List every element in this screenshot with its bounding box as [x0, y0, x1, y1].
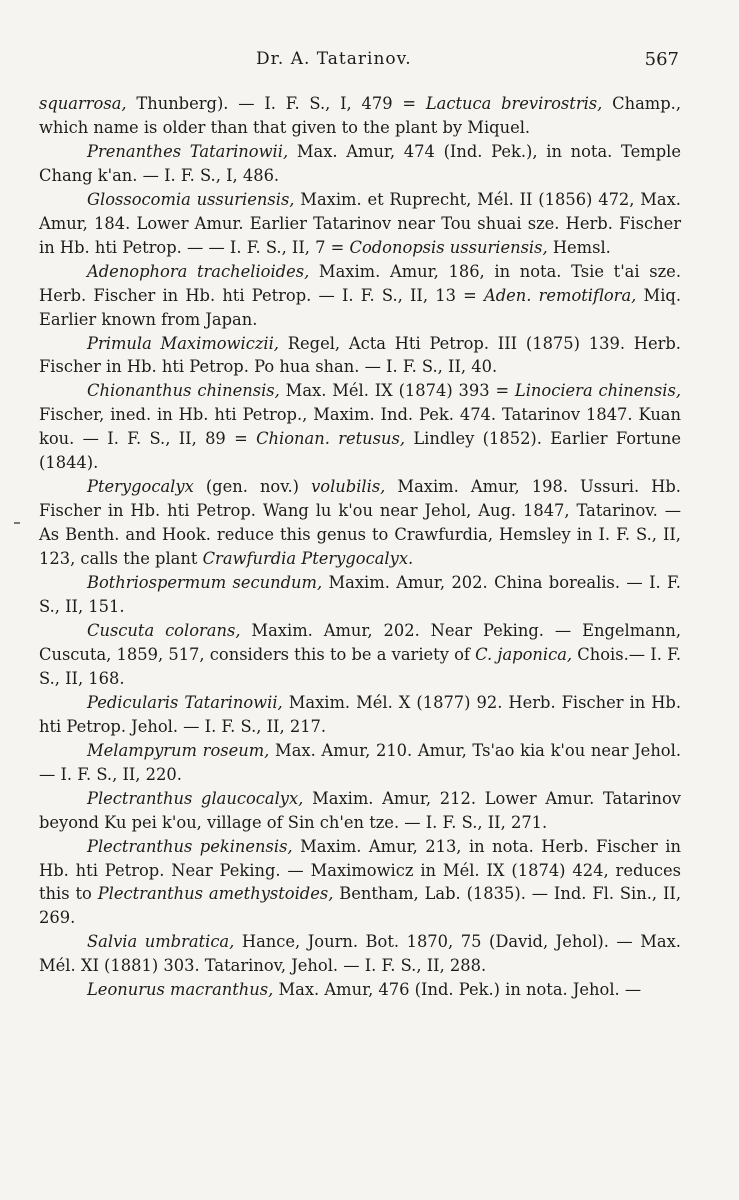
taxon-name: Pterygocalyx: [87, 477, 194, 497]
citation-text: Max. Amur, 474 (Ind. Pek.), in nota. Temple Chang k'an. — I. F. S., I, 486.: [39, 141, 681, 185]
entry-paragraph: [39, 140, 681, 188]
taxon-name: Prenanthes Tatarinowii,: [87, 141, 289, 161]
taxon-name: Plectranthus amethystoides,: [97, 884, 334, 904]
taxon-name: Chionan. retusus,: [256, 429, 406, 449]
citation-text: Maxim. Mél. X (1877) 92. Herb. Fischer in Hb. hti Petrop. Jehol. — I. F. S., II, 217.: [39, 692, 681, 736]
taxon-name: Aden. remotiflora,: [483, 285, 637, 305]
citation-text: Regel, Acta Hti Petrop. III (1875) 139. Herb. Fischer in Hb. hti Petrop. Po hua shan. — I. F. S., II, 40.: [39, 333, 681, 377]
running-head: Dr. A. Tatarinov.: [256, 49, 412, 69]
taxon-name: C. japonica,: [475, 644, 573, 664]
citation-text: Lindley (1852). Earlier Fortune (1844).: [39, 429, 681, 473]
taxon-name: Adenophora trachelioides,: [87, 261, 310, 281]
citation-text: Maxim. Amur, 213, in nota. Herb. Fischer in Hb. hti Petrop. Near Peking. — Maximowicz in Mél. IX (1874) 424, reduces this to: [39, 836, 681, 904]
taxon-name: Crawfurdia Pterygocalyx.: [202, 549, 414, 569]
citation-text: (gen. nov.): [193, 477, 312, 497]
entry-paragraph: [39, 475, 681, 571]
entry-paragraph: [39, 379, 681, 475]
taxon-name: Cuscuta colorans,: [87, 620, 241, 640]
entry-paragraph: [39, 835, 681, 931]
citation-text: Max. Mél. IX (1874) 393 =: [279, 381, 515, 401]
taxon-name: Leonurus macranthus,: [87, 980, 274, 1000]
taxon-name: Primula Maximowiczii,: [87, 333, 279, 353]
page-header: [0, 49, 739, 75]
entry-paragraph: [39, 739, 681, 787]
citation-text: Maxim. Amur, 202. Near Peking. — Engelmann, Cuscuta, 1859, 517, considers this to be a variety of: [39, 620, 682, 664]
citation-text: Hemsl.: [547, 237, 611, 257]
entry-paragraph: [39, 188, 681, 260]
citation-text: Hance, Journ. Bot. 1870, 75 (David, Jehol). — Max. Mél. XI (1881) 303. Tatarinov, Jehol. — I. F. S., II, 288.: [39, 932, 681, 976]
taxon-name: Pedicularis Tatarinowii,: [87, 692, 283, 712]
taxon-name: Melampyrum roseum,: [87, 740, 270, 760]
citation-text: Maxim. Amur, 198. Ussuri. Hb. Fischer in Hb. hti Petrop. Wang lu k'ou near Jehol, Aug. 1847, Tatarinov. — As Benth. and Hook. reduce this genus to Crawfurdia, Hemsley in I. F. S., II, 123, calls the plant: [39, 477, 681, 569]
taxon-name: Bothriospermum secundum,: [87, 573, 323, 593]
entry-paragraph: [39, 619, 681, 691]
citation-text: Max. Amur, 210. Amur, Ts'ao kia k'ou near Jehol. — I. F. S., II, 220.: [39, 740, 681, 784]
entry-paragraph: [39, 787, 681, 835]
taxon-name: Chionanthus chinensis,: [87, 381, 280, 401]
body-text: [39, 92, 681, 1002]
taxon-name: Linociera chinensis,: [514, 381, 681, 401]
citation-text: Fischer, ined. in Hb. hti Petrop., Maxim. Ind. Pek. 474. Tatarinov 1847. Kuan kou. — I. F. S., II, 89 =: [39, 405, 681, 449]
citation-text: Champ., which name is older than that given to the plant by Miquel.: [39, 94, 681, 137]
entry-paragraph: [39, 978, 681, 1002]
citation-text: Maxim. Amur, 202. China borealis. — I. F. S., II, 151.: [39, 573, 681, 617]
taxon-name: Salvia umbratica,: [87, 932, 235, 952]
taxon-name: volubilis,: [311, 477, 386, 497]
citation-text: Maxim. et Ruprecht, Mél. II (1856) 472, Max. Amur, 184. Lower Amur. Earlier Tatarinov near Tou shuai sze. Herb. Fischer in Hb. hti Petrop. — — I. F. S., II, 7 =: [39, 189, 681, 257]
taxon-name: Plectranthus pekinensis,: [87, 836, 293, 856]
taxon-name: squarrosa,: [39, 94, 127, 113]
citation-text: Chois.— I. F. S., II, 168.: [39, 644, 681, 688]
page-number: 567: [644, 49, 679, 70]
citation-text: Thunberg). — I. F. S., I, 479 =: [126, 94, 426, 113]
entry-paragraph: [39, 92, 681, 140]
entry-paragraph: [39, 571, 681, 619]
entry-paragraph: [39, 691, 681, 739]
citation-text: Bentham, Lab. (1835). — Ind. Fl. Sin., II, 269.: [39, 884, 681, 928]
citation-text: Max. Amur, 476 (Ind. Pek.) in nota. Jehol. —: [273, 980, 642, 1000]
margin-mark: [14, 522, 20, 524]
taxon-name: Codonopsis ussuriensis,: [349, 237, 548, 257]
taxon-name: Lactuca brevirostris,: [425, 94, 603, 113]
taxon-name: Plectranthus glaucocalyx,: [87, 788, 304, 808]
citation-text: Miq. Earlier known from Japan.: [39, 285, 682, 329]
taxon-name: Glossocomia ussuriensis,: [87, 189, 295, 209]
entry-paragraph: [39, 260, 681, 332]
citation-text: Maxim. Amur, 186, in nota. Tsie t'ai sze. Herb. Fischer in Hb. hti Petrop. — I. F. S., II, 13 =: [39, 261, 681, 305]
citation-text: Maxim. Amur, 212. Lower Amur. Tatarinov beyond Ku pei k'ou, village of Sin ch'en tze. — I. F. S., II, 271.: [39, 788, 681, 832]
entry-paragraph: [39, 930, 681, 978]
entry-paragraph: [39, 332, 681, 380]
